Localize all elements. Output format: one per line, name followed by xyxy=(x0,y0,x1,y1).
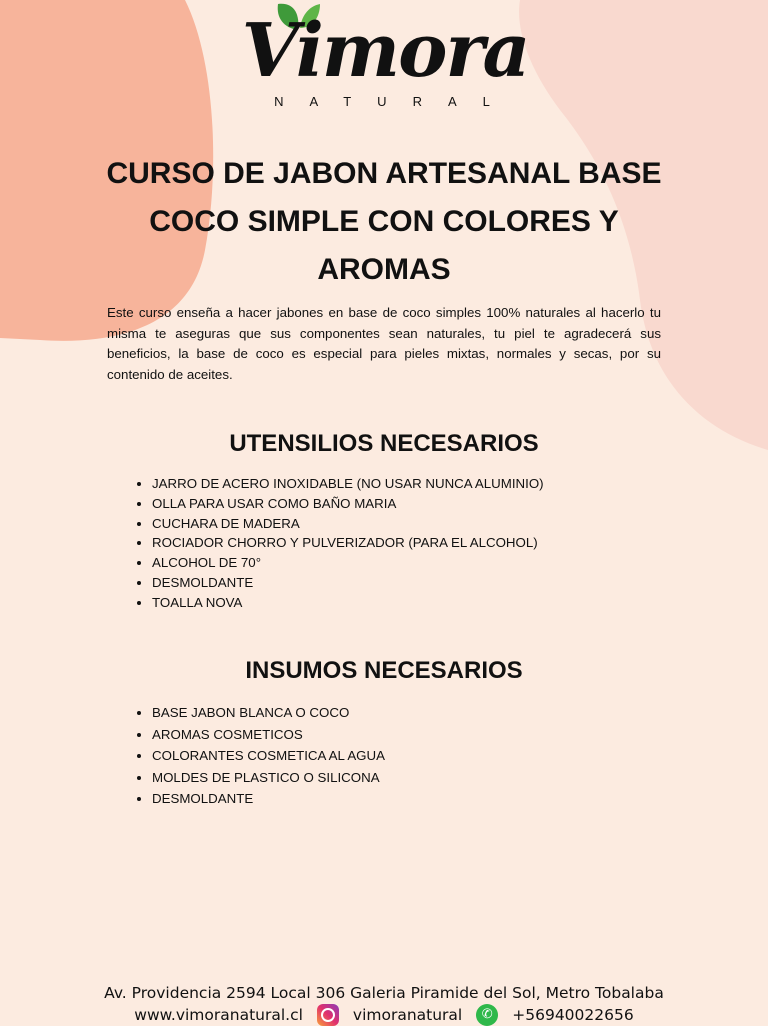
list-item: • DESMOLDANTE xyxy=(152,788,385,810)
instagram-icon xyxy=(317,1004,339,1026)
list-item: • ROCIADOR CHORRO Y PULVERIZADOR (PARA EL ALCOHOL) xyxy=(152,533,544,553)
list-item: • AROMAS COSMETICOS xyxy=(152,724,385,746)
page-title: CURSO DE JABON ARTESANAL BASE COCO SIMPLE CON COLORES Y AROMAS xyxy=(106,157,662,286)
utensilios-list xyxy=(107,474,544,613)
list-item: • OLLA PARA USAR COMO BAÑO MARIA xyxy=(152,494,544,514)
list-item: • TOALLA NOVA xyxy=(152,593,544,613)
list-item: • BASE JABON BLANCA O COCO xyxy=(152,702,385,724)
list-item: • JARRO DE ACERO INOXIDABLE (NO USAR NUNCA ALUMINIO) xyxy=(152,474,544,494)
whatsapp-number[interactable]: +56940022656 xyxy=(512,1006,634,1024)
footer xyxy=(0,982,768,1026)
logo-wordmark: Vimora xyxy=(241,8,529,94)
list-item: • DESMOLDANTE xyxy=(152,573,544,593)
website-link[interactable]: www.vimoranatural.cl xyxy=(134,1006,303,1024)
vimora-logo xyxy=(230,0,540,112)
list-item: • MOLDES DE PLASTICO O SILICONA xyxy=(152,767,385,789)
whatsapp-icon: ✆ xyxy=(476,1004,498,1026)
insumos-heading: INSUMOS NECESARIOS xyxy=(245,657,523,684)
insumos-list xyxy=(107,702,385,810)
list-item: • ALCOHOL DE 70° xyxy=(152,553,544,573)
list-item: • CUCHARA DE MADERA xyxy=(152,514,544,534)
footer-address: Av. Providencia 2594 Local 306 Galeria Piramide del Sol, Metro Tobalaba xyxy=(104,984,664,1002)
intro-paragraph: Este curso enseña a hacer jabones en base de coco simples 100% naturales al hacerlo tu misma te aseguras que sus componentes sean naturales, tu piel te agradecerá sus beneficios, la base de coco es especial para pieles mixtas, normales y secas, por su contenido de aceites. xyxy=(107,305,661,382)
logo-subtitle: NATURAL xyxy=(274,94,516,109)
instagram-handle[interactable]: vimoranatural xyxy=(352,1006,463,1024)
utensilios-heading: UTENSILIOS NECESARIOS xyxy=(229,430,539,457)
list-item: • COLORANTES COSMETICA AL AGUA xyxy=(152,745,385,767)
